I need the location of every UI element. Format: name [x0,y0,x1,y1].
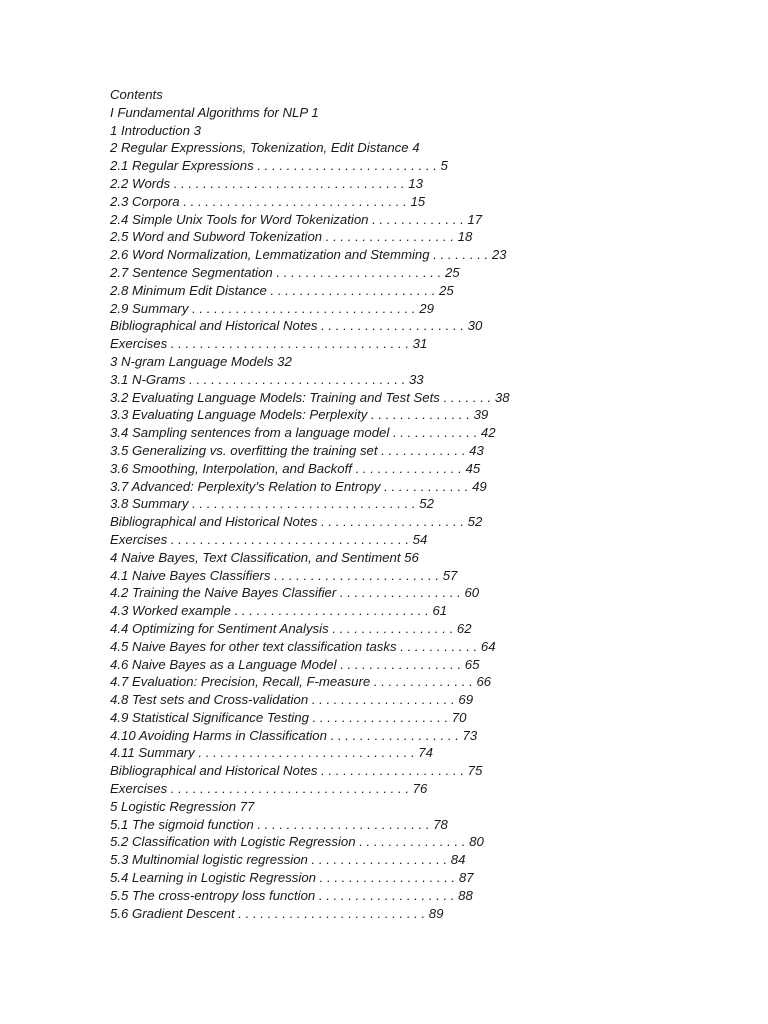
toc-section: 3.2 Evaluating Language Models: Training and Test Sets . . . . . . . 38 [110,389,510,405]
toc-section: 4.5 Naive Bayes for other text classification tasks . . . . . . . . . . . 64 [110,638,496,654]
toc-section: 5.2 Classification with Logistic Regression . . . . . . . . . . . . . . . 80 [110,834,484,850]
toc-chapter: 2 Regular Expressions, Tokenization, Edit Distance 4 [110,140,420,156]
toc-section: 2.3 Corpora . . . . . . . . . . . . . . . . . . . . . . . . . . . . . . . 15 [110,193,426,209]
toc-section: 5.3 Multinomial logistic regression . . . . . . . . . . . . . . . . . . . 84 [110,852,466,868]
toc-section: 5.1 The sigmoid function . . . . . . . . . . . . . . . . . . . . . . . . 78 [110,816,448,832]
toc-section: 2.5 Word and Subword Tokenization . . . . . . . . . . . . . . . . . . 18 [110,229,473,245]
toc-section: 2.8 Minimum Edit Distance . . . . . . . . . . . . . . . . . . . . . . . 25 [110,282,454,298]
toc-section: 4.9 Statistical Significance Testing . . . . . . . . . . . . . . . . . . . 70 [110,709,467,725]
toc-section: 2.1 Regular Expressions . . . . . . . . . . . . . . . . . . . . . . . . . 5 [110,158,448,174]
toc-section: 4.8 Test sets and Cross-validation . . . . . . . . . . . . . . . . . . . . 69 [110,692,474,708]
toc-notes: Bibliographical and Historical Notes . . . . . . . . . . . . . . . . . . . . 30 [110,318,483,334]
toc-section: 4.11 Summary . . . . . . . . . . . . . . . . . . . . . . . . . . . . . . 74 [110,745,433,761]
toc-section: 2.2 Words . . . . . . . . . . . . . . . . . . . . . . . . . . . . . . . . 13 [110,175,423,191]
toc-section: 4.7 Evaluation: Precision, Recall, F-measure . . . . . . . . . . . . . . 66 [110,674,492,690]
toc-section: 5.6 Gradient Descent . . . . . . . . . . . . . . . . . . . . . . . . . . 89 [110,905,444,921]
toc-section: 3.1 N-Grams . . . . . . . . . . . . . . . . . . . . . . . . . . . . . . 33 [110,371,424,387]
toc-chapter: 3 N-gram Language Models 32 [110,353,292,369]
toc-notes: Bibliographical and Historical Notes . . . . . . . . . . . . . . . . . . . . 75 [110,763,483,779]
toc-section: 5.4 Learning in Logistic Regression . . . . . . . . . . . . . . . . . . . 87 [110,870,474,886]
toc-title: Contents [110,87,163,102]
toc-section: 3.3 Evaluating Language Models: Perplexity . . . . . . . . . . . . . . 39 [110,407,489,423]
toc-notes: Bibliographical and Historical Notes . . . . . . . . . . . . . . . . . . . . 52 [110,514,483,530]
toc-section: 2.7 Sentence Segmentation . . . . . . . . . . . . . . . . . . . . . . . 25 [110,264,460,280]
toc-exercises: Exercises . . . . . . . . . . . . . . . . . . . . . . . . . . . . . . . . . 31 [110,336,428,352]
toc-section: 3.6 Smoothing, Interpolation, and Backoff . . . . . . . . . . . . . . . 45 [110,460,481,476]
toc-chapter: 1 Introduction 3 [110,122,201,138]
toc-section: 2.9 Summary . . . . . . . . . . . . . . . . . . . . . . . . . . . . . . . 29 [110,300,434,316]
toc-section: 4.3 Worked example . . . . . . . . . . . . . . . . . . . . . . . . . . . 61 [110,603,448,619]
toc-section: 4.2 Training the Naive Bayes Classifier . . . . . . . . . . . . . . . . . 60 [110,585,480,601]
toc-chapter: 4 Naive Bayes, Text Classification, and Sentiment 56 [110,549,419,565]
toc-section: 3.5 Generalizing vs. overfitting the training set . . . . . . . . . . . . 43 [110,442,484,458]
toc-chapter: 5 Logistic Regression 77 [110,798,255,814]
toc-section: 4.10 Avoiding Harms in Classification . . . . . . . . . . . . . . . . . . 73 [110,727,478,743]
toc-section: 5.5 The cross-entropy loss function . . . . . . . . . . . . . . . . . . . 88 [110,887,473,903]
toc-section: 3.4 Sampling sentences from a language model . . . . . . . . . . . . 42 [110,425,496,441]
toc-section: 2.6 Word Normalization, Lemmatization and Stemming . . . . . . . . 23 [110,247,507,263]
toc-section: 4.1 Naive Bayes Classifiers . . . . . . . . . . . . . . . . . . . . . . . 57 [110,567,458,583]
toc-section: 4.4 Optimizing for Sentiment Analysis . . . . . . . . . . . . . . . . . 62 [110,620,472,636]
toc-section: 2.4 Simple Unix Tools for Word Tokenization . . . . . . . . . . . . . 17 [110,211,483,227]
toc-exercises: Exercises . . . . . . . . . . . . . . . . . . . . . . . . . . . . . . . . . 54 [110,531,428,547]
toc-section: 3.7 Advanced: Perplexity’s Relation to Entropy . . . . . . . . . . . . 49 [110,478,487,494]
toc-section: 3.8 Summary . . . . . . . . . . . . . . . . . . . . . . . . . . . . . . . 52 [110,496,434,512]
toc-part-heading: I Fundamental Algorithms for NLP 1 [110,104,319,120]
toc-exercises: Exercises . . . . . . . . . . . . . . . . . . . . . . . . . . . . . . . . . 76 [110,781,428,797]
toc-section: 4.6 Naive Bayes as a Language Model . . . . . . . . . . . . . . . . . 65 [110,656,480,672]
table-of-contents [110,86,730,922]
